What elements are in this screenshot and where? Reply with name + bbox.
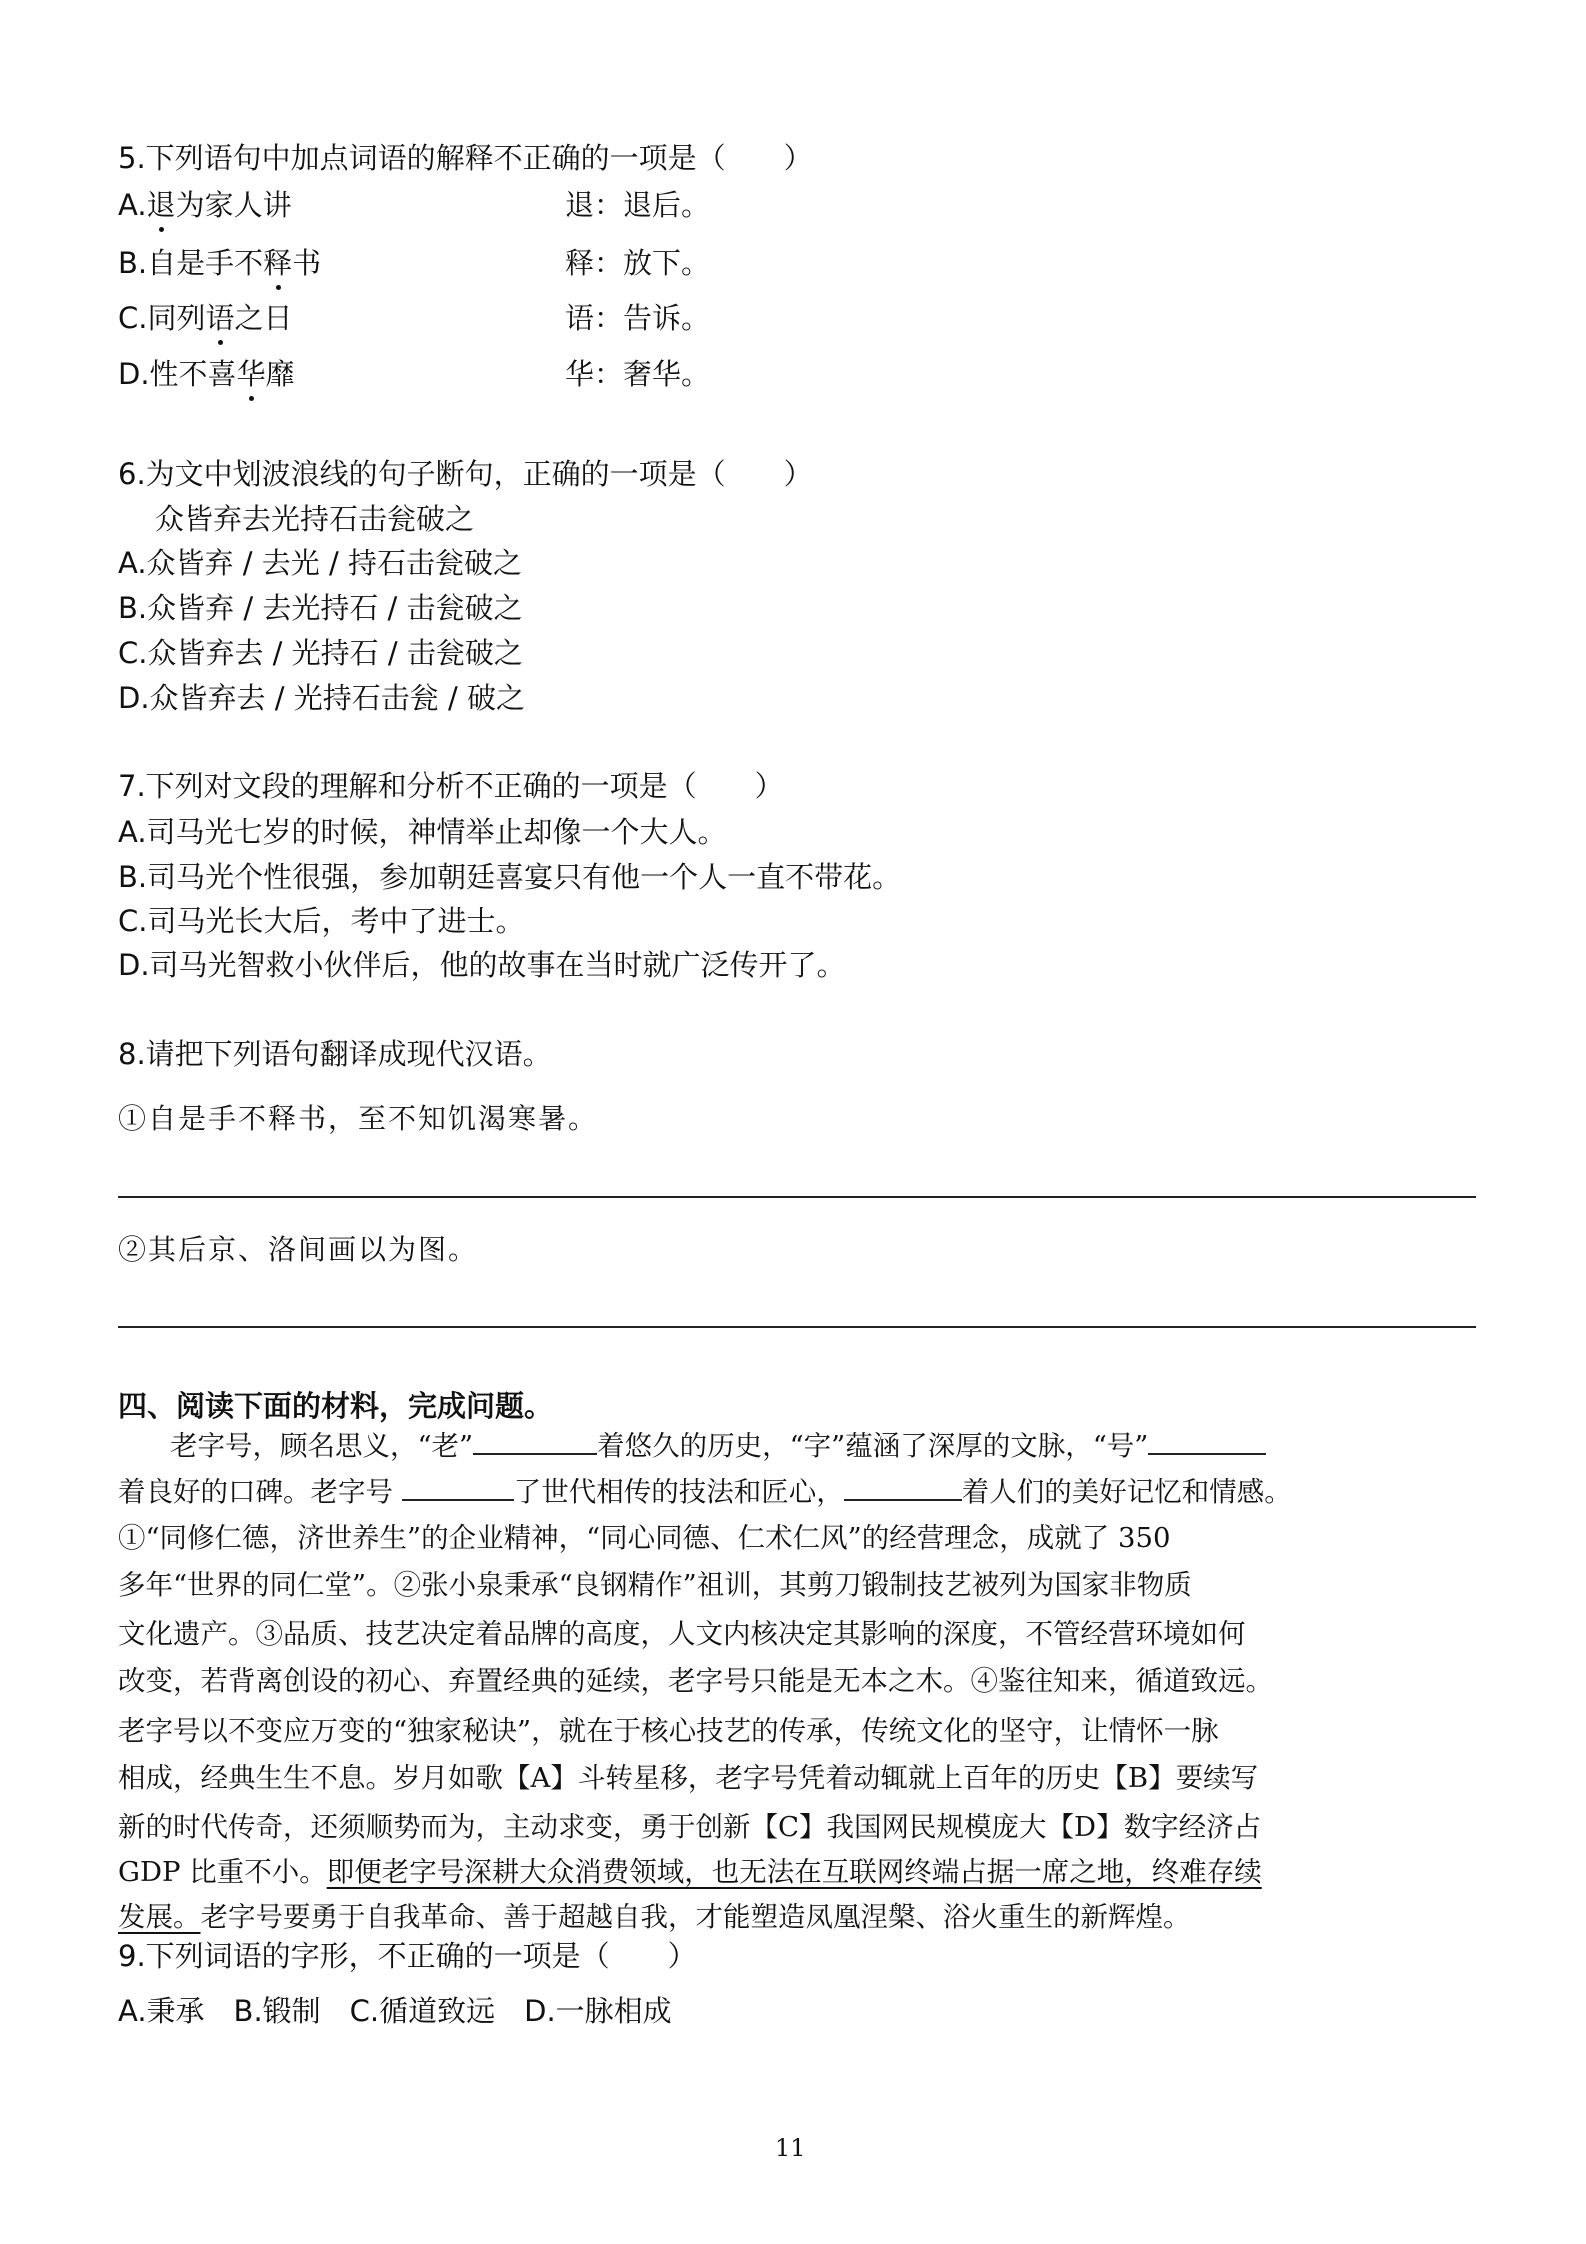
- q7-option-b: B.司马光个性很强，参加朝廷喜宴只有他一个人一直不带花。: [118, 860, 902, 894]
- passage-line-5: 文化遗产。③品质、技艺决定着品牌的高度，人文内核决定其影响的深度，不管经营环境如何: [118, 1618, 1246, 1650]
- emphasis-dot-char: 释: [263, 243, 292, 283]
- passage-line-7: 老字号以不变应万变的“独家秘诀”，就在于核心技艺的传承，传统文化的坚守，让情怀一脉: [118, 1715, 1219, 1747]
- answer-line-2[interactable]: [118, 1326, 1476, 1328]
- q9-stem: 9.下列词语的字形，不正确的一项是（ ）: [118, 1939, 697, 1973]
- q5-option-b: B.自是手不释书 释：放下。: [118, 243, 321, 283]
- q9-options: A.秉承 B.锻制 C.循道致远 D.一脉相成: [118, 1994, 672, 2028]
- q7-option-a: A.司马光七岁的时候，神情举止却像一个大人。: [118, 815, 727, 849]
- q5-gloss-d: 华：奢华。: [565, 357, 711, 391]
- q6-sentence: 众皆弃去光持石击瓮破之: [155, 502, 475, 536]
- q5-gloss-c: 语：告诉。: [565, 301, 711, 335]
- q8-sentence-2: ②其后京、洛间画以为图。: [118, 1233, 479, 1266]
- fill-blank-1[interactable]: [473, 1427, 597, 1455]
- page-number: 11: [775, 2134, 806, 2162]
- passage-line-2: 着良好的口碑。老字号 了世代相传的技法和匠心， 着人们的美好记忆和情感。: [118, 1472, 1292, 1512]
- q8-stem: 8.请把下列语句翻译成现代汉语。: [118, 1037, 552, 1071]
- passage-line-8: 相成，经典生生不息。岁月如歌【A】斗转星移，老字号凭着动辄就上百年的历史【B】要续写: [118, 1762, 1259, 1794]
- passage-line-10: GDP 比重不小。即便老字号深耕大众消费领域，也无法在互联网终端占据一席之地，终难存续: [118, 1856, 1262, 1888]
- q7-stem: 7.下列对文段的理解和分析不正确的一项是（ ）: [118, 769, 784, 803]
- passage-line-9: 新的时代传奇，还须顺势而为，主动求变，勇于创新【C】我国网民规模庞大【D】数字经济占: [118, 1811, 1262, 1843]
- q5-gloss-a: 退：退后。: [565, 188, 711, 222]
- q6-stem: 6.为文中划波浪线的句子断句，正确的一项是（ ）: [118, 457, 813, 491]
- q7-option-d: D.司马光智救小伙伴后，他的故事在当时就广泛传开了。: [118, 948, 846, 982]
- underlined-sentence-end: 发展。: [118, 1901, 201, 1933]
- passage-line-3: ①“同修仁德，济世养生”的企业精神，“同心同德、仁术仁风”的经营理念，成就了 350: [118, 1522, 1171, 1554]
- section-heading: 四、阅读下面的材料，完成问题。: [118, 1389, 554, 1423]
- q6-option-b: B.众皆弃 / 去光持石 / 击瓮破之: [118, 591, 523, 625]
- q6-option-d: D.众皆弃去 / 光持石击瓮 / 破之: [118, 681, 525, 715]
- q6-option-c: C.众皆弃去 / 光持石 / 击瓮破之: [118, 636, 523, 670]
- fill-blank-3[interactable]: [402, 1473, 514, 1501]
- underlined-sentence: 即便老字号深耕大众消费领域，也无法在互联网终端占据一席之地，终难存续: [326, 1856, 1262, 1888]
- passage-line-4: 多年“世界的同仁堂”。②张小泉秉承“良钢精作”祖训，其剪刀锻制技艺被列为国家非物质: [118, 1569, 1192, 1601]
- passage-line-6: 改变，若背离创设的初心、弃置经典的延续，老字号只能是无本之木。④鉴往知来，循道致远。: [118, 1665, 1273, 1697]
- q5-stem: 5.下列语句中加点词语的解释不正确的一项是（ ）: [118, 141, 813, 175]
- passage-line-1: 老字号，顾名思义，“老” 着悠久的历史，“字”蕴涵了深厚的文脉，“号”: [170, 1426, 1266, 1466]
- emphasis-dot-char: 华: [237, 354, 266, 394]
- fill-blank-2[interactable]: [1148, 1427, 1266, 1455]
- fill-blank-4[interactable]: [844, 1473, 962, 1501]
- q5-gloss-b: 释：放下。: [565, 246, 711, 280]
- emphasis-dot-char: 退: [147, 185, 176, 225]
- emphasis-dot-char: 语: [205, 298, 234, 338]
- answer-line-1[interactable]: [118, 1196, 1476, 1198]
- q6-option-a: A.众皆弃 / 去光 / 持石击瓮破之: [118, 546, 522, 580]
- q7-option-c: C.司马光长大后，考中了进士。: [118, 904, 525, 938]
- q5-option-a: A.退为家人讲 退：退后。: [118, 185, 292, 225]
- q5-option-c: C.同列语之日 语：告诉。: [118, 298, 293, 338]
- q5-option-d: D.性不喜华靡 华：奢华。: [118, 354, 295, 394]
- q8-sentence-1: ①自是手不释书，至不知饥渴寒暑。: [118, 1102, 599, 1135]
- passage-line-11: 发展。老字号要勇于自我革命、善于超越自我，才能塑造凤凰涅槃、浴火重生的新辉煌。: [118, 1901, 1191, 1933]
